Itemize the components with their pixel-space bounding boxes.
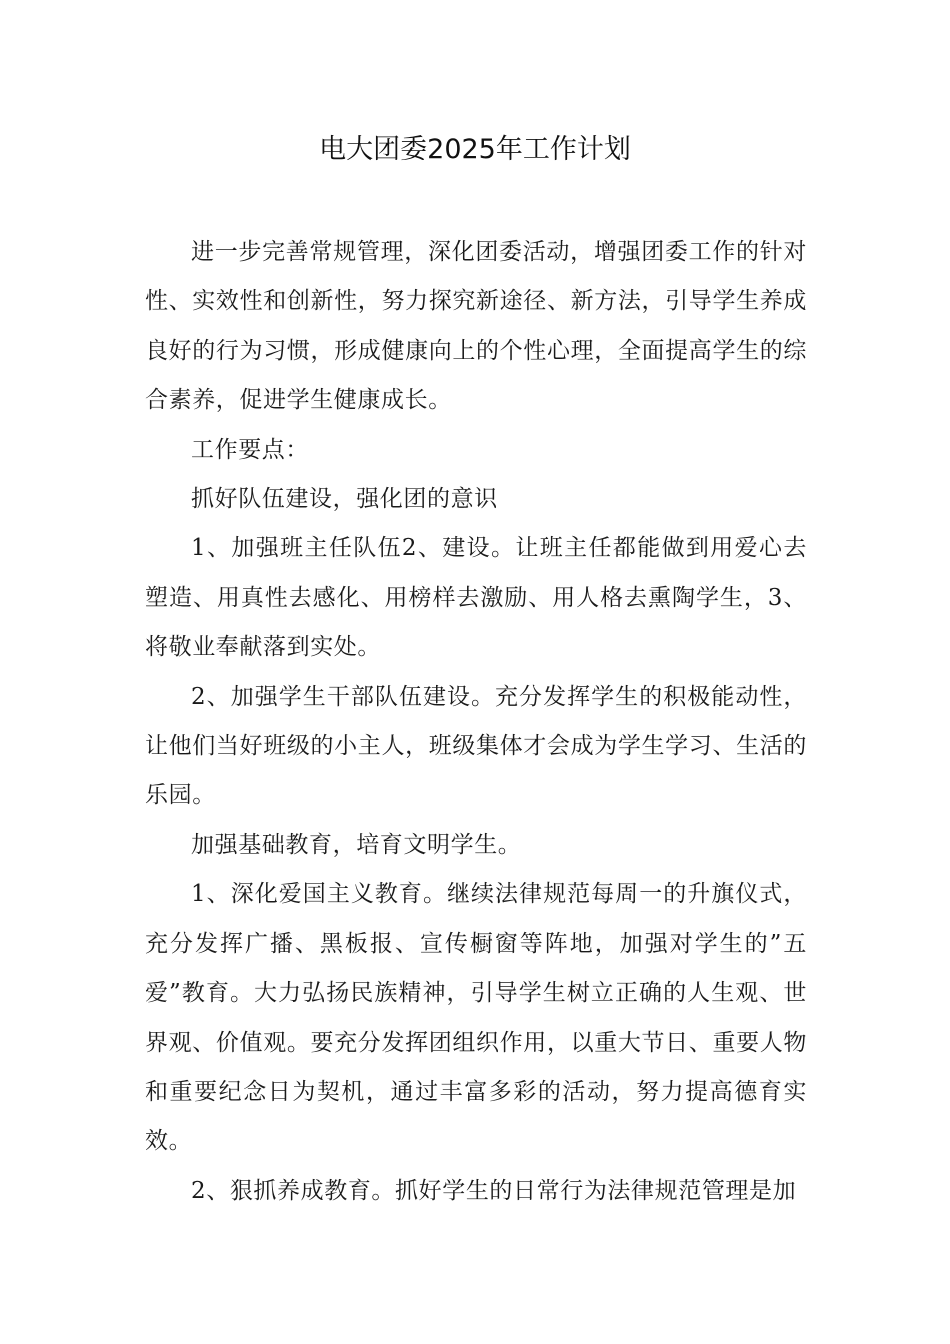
document-title: 电大团委2025年工作计划 <box>319 134 631 165</box>
paragraph-item-1b: 1、深化爱国主义教育。继续法律规范每周一的升旗仪式，充分发挥广播、黑板报、宣传橱窗等阵地，加强对学生的”五爱”教育。大力弘扬民族精神，引导学生树立正确的人生观、世界观、价值观。要充分发挥团组织作用，以重大节日、重要人物和重要纪念日为契机，通过丰富多彩的活动，努力提高德育实效。 <box>145 881 807 1155</box>
document-body <box>145 228 807 1216</box>
paragraph-intro: 进一步完善常规管理，深化团委活动，增强团委工作的针对性、实效性和创新性，努力探究新途径、新方法，引导学生养成良好的行为习惯，形成健康向上的个性心理，全面提高学生的综合素养，促进学生健康成长。 <box>145 239 807 414</box>
paragraph-item-1a: 1、加强班主任队伍2、建设。让班主任都能做到用爱心去塑造、用真性去感化、用榜样去激励、用人格去熏陶学生，3、将敬业奉献落到实处。 <box>145 535 807 661</box>
paragraph-item-2b: 2、狠抓养成教育。抓好学生的日常行为法律规范管理是加 <box>191 1177 797 1204</box>
paragraph-item-2a: 2、加强学生干部队伍建设。充分发挥学生的积极能动性，让他们当好班级的小主人，班级集体才会成为学生学习、生活的乐园。 <box>145 683 807 809</box>
paragraph-team-building: 抓好队伍建设，强化团的意识 <box>191 486 498 513</box>
paragraph-work-points: 工作要点： <box>191 436 309 463</box>
paragraph-basic-education: 加强基础教育，培育文明学生。 <box>191 831 522 858</box>
